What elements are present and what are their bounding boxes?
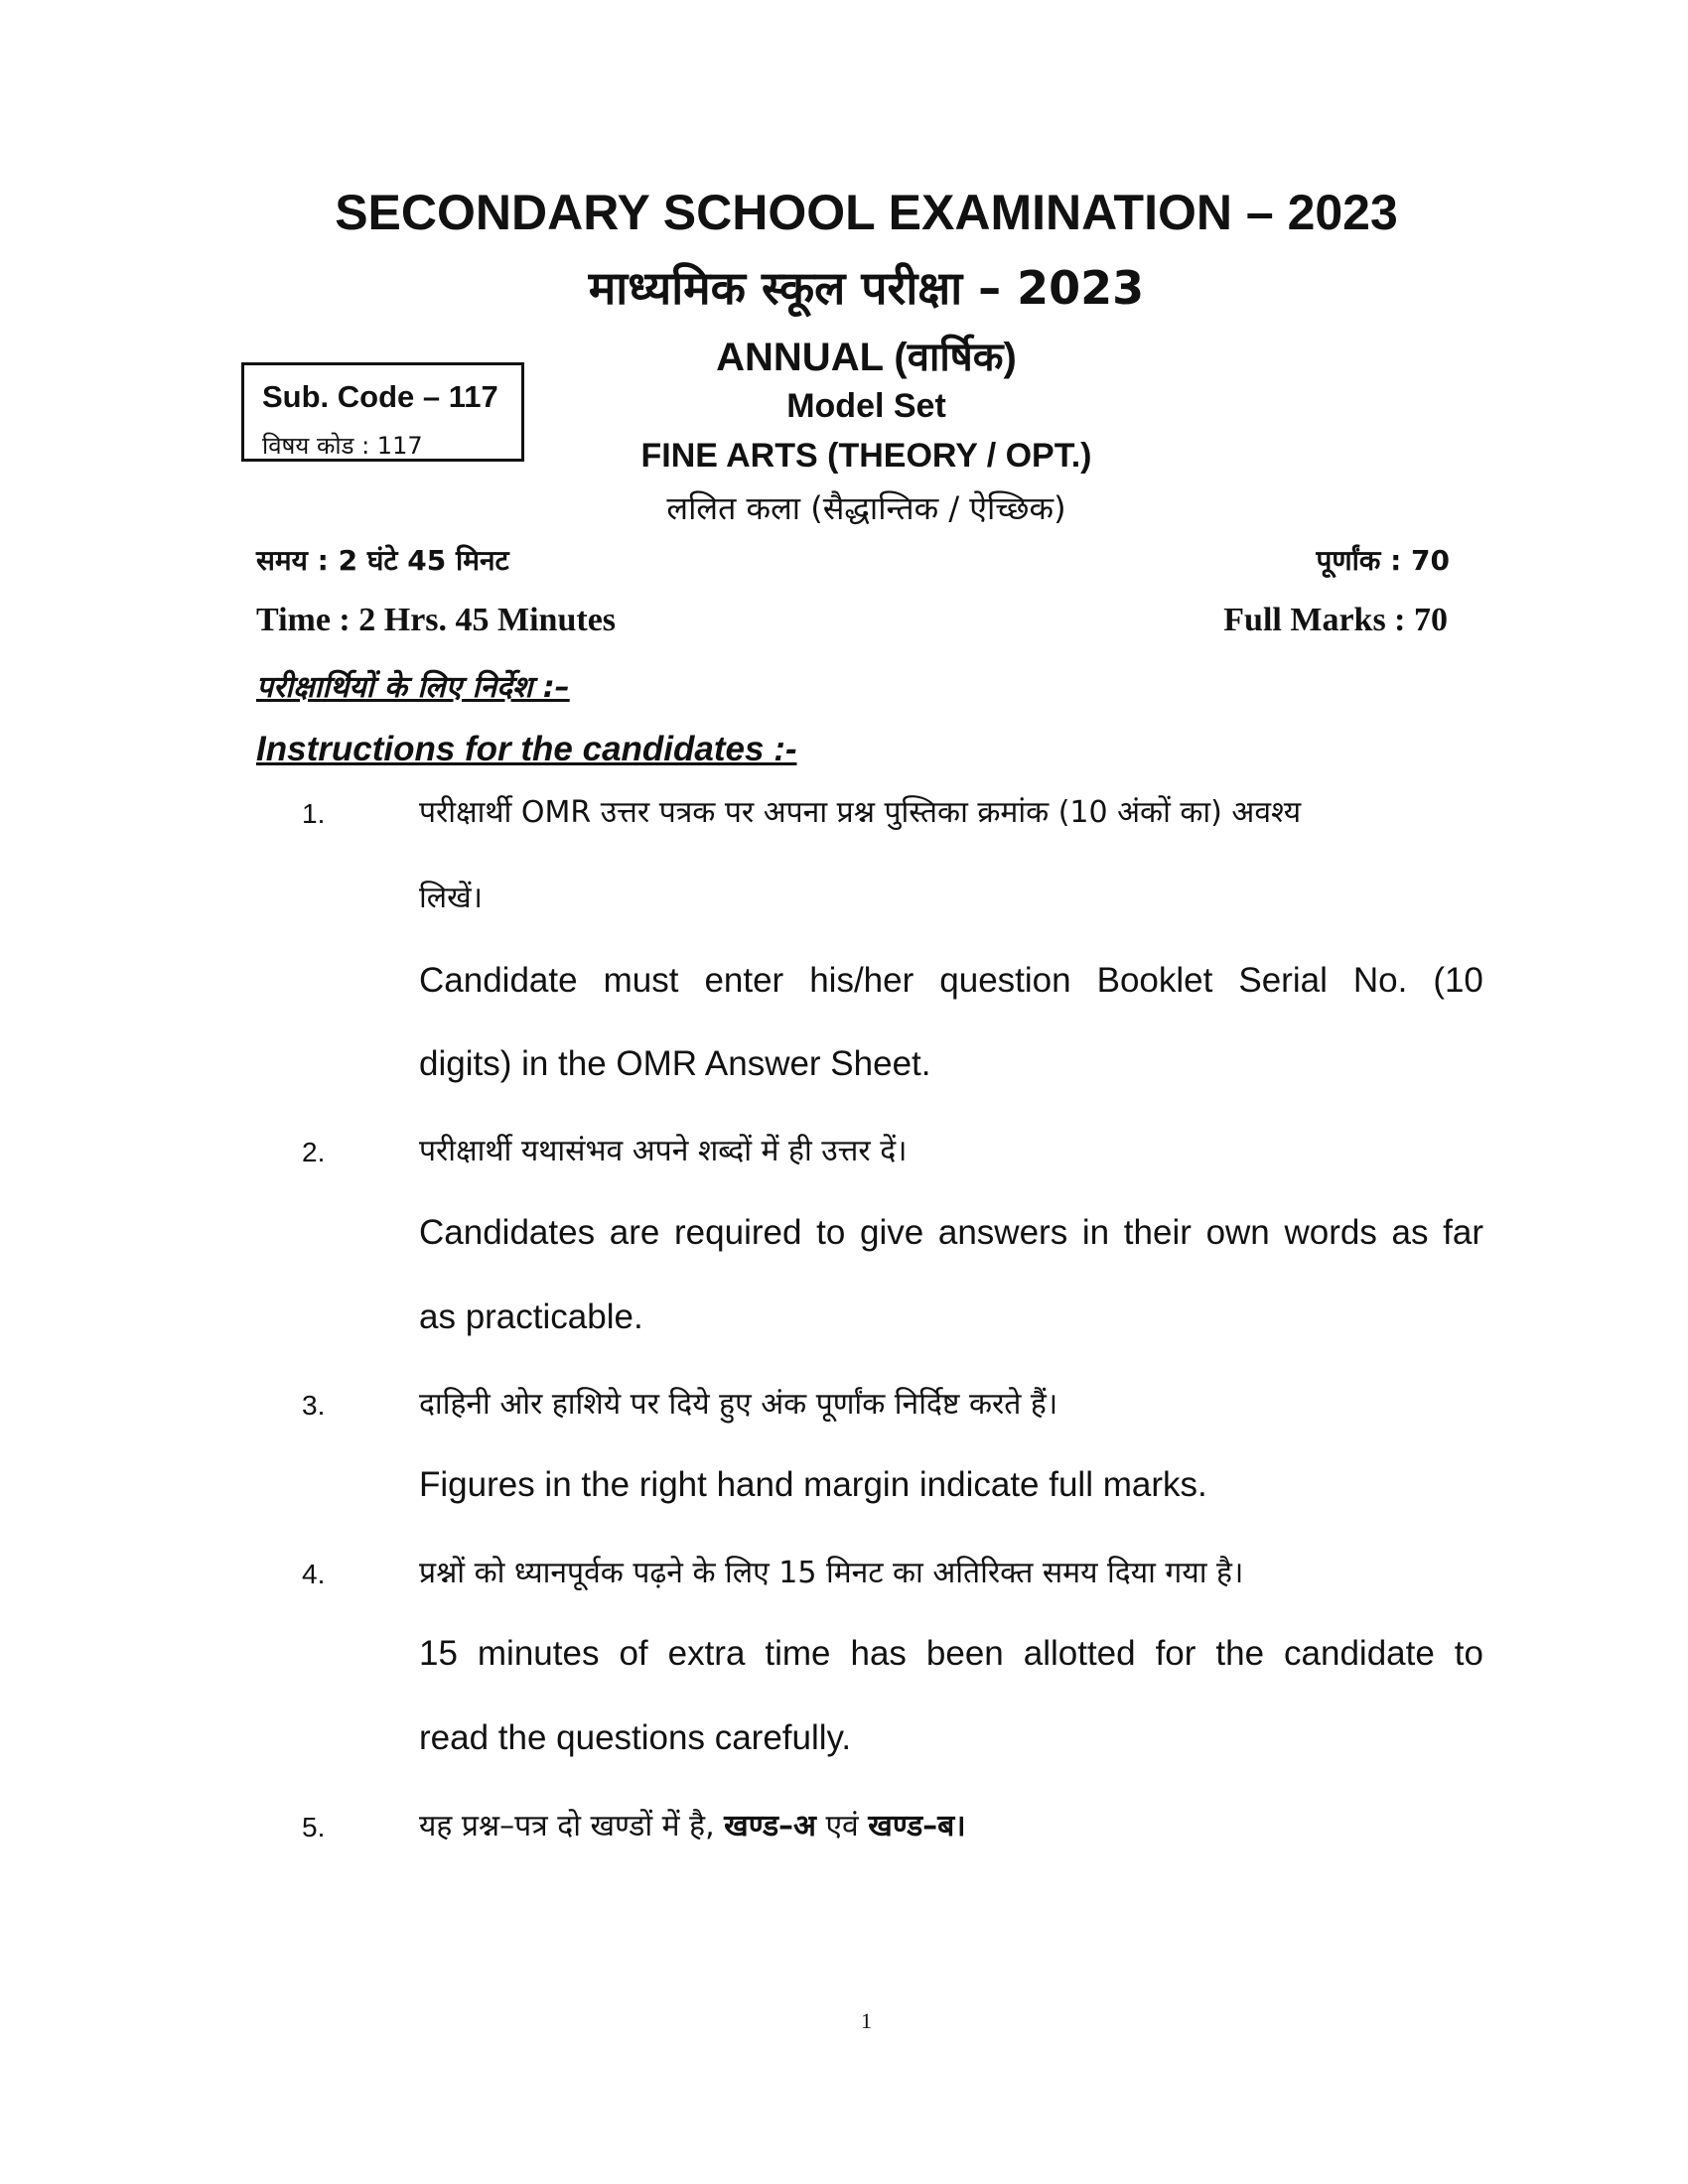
subject-code-hindi: विषय कोड : 117 xyxy=(262,432,423,460)
word: enter xyxy=(704,961,784,1000)
word: Booklet xyxy=(1096,961,1213,1000)
word: of xyxy=(619,1634,648,1673)
word: extra xyxy=(667,1634,746,1673)
instruction-text-english xyxy=(419,961,1483,1001)
word: words xyxy=(1284,1213,1377,1252)
instruction-text-english xyxy=(419,1213,1483,1253)
word: must xyxy=(603,961,679,1000)
word: Serial xyxy=(1238,961,1328,1000)
instruction-text-hindi: परीक्षार्थी यथासंभव अपने शब्दों में ही उत्तर दें। xyxy=(419,1134,908,1168)
instruction-text-conjunction: एवं xyxy=(825,1809,859,1843)
section-a-label: खण्ड–अ xyxy=(724,1809,816,1843)
page-number: 1 xyxy=(861,2008,872,2033)
word: answers xyxy=(937,1213,1068,1252)
time-english: Time : 2 Hrs. 45 Minutes xyxy=(256,602,617,638)
word: been xyxy=(925,1634,1004,1673)
instruction-text-hindi: परीक्षार्थी OMR उत्तर पत्रक पर अपना प्रश्न पुस्तिका क्रमांक (10 अंकों का) अवश्य xyxy=(419,795,1302,830)
word: required xyxy=(674,1213,802,1252)
instruction-number: 3. xyxy=(302,1390,326,1421)
exam-title-hindi: माध्यमिक स्कूल परीक्षा – 2023 xyxy=(588,261,1145,315)
word: Candidates xyxy=(419,1213,596,1252)
subject-code-english: Sub. Code – 117 xyxy=(262,379,498,414)
time-hindi: समय : 2 घंटे 45 मिनट xyxy=(256,544,509,577)
instruction-text-english: read the questions carefully. xyxy=(419,1718,852,1757)
word: minutes xyxy=(477,1634,600,1673)
instruction-text-english: as practicable. xyxy=(419,1297,643,1336)
instruction-text-hindi: लिखें। xyxy=(419,881,484,915)
word: in xyxy=(1081,1213,1110,1252)
section-b-label: खण्ड–ब। xyxy=(868,1809,966,1843)
word: to xyxy=(816,1213,846,1252)
word: his/her xyxy=(809,961,914,1000)
subject-english: FINE ARTS (THEORY / OPT.) xyxy=(640,437,1092,475)
word: are xyxy=(609,1213,660,1252)
word: far xyxy=(1443,1213,1483,1252)
word: as xyxy=(1391,1213,1429,1252)
instruction-text-english: digits) in the OMR Answer Sheet. xyxy=(419,1044,931,1083)
word: question xyxy=(939,961,1071,1000)
instruction-text-english: Figures in the right hand margin indicate full marks. xyxy=(419,1465,1207,1504)
instruction-number: 1. xyxy=(302,798,326,829)
subject-hindi: ललित कला (सैद्धान्तिक / ऐच्छिक) xyxy=(666,489,1066,527)
instruction-text-hindi: दाहिनी ओर हाशिये पर दिये हुए अंक पूर्णांक निर्दिष्ट करते हैं। xyxy=(419,1387,1058,1422)
instruction-number: 2. xyxy=(302,1137,326,1167)
word: 15 xyxy=(419,1634,458,1673)
word: own xyxy=(1205,1213,1270,1252)
word: candidate xyxy=(1284,1634,1435,1673)
word: No. xyxy=(1352,961,1408,1000)
word: (10 xyxy=(1433,961,1483,1000)
full-marks-hindi: पूर्णांक : 70 xyxy=(1316,544,1450,577)
word: their xyxy=(1123,1213,1192,1252)
word: has xyxy=(850,1634,907,1673)
word: to xyxy=(1454,1634,1483,1673)
instructions-heading-hindi: परीक्षार्थियों के लिए निर्देश :– xyxy=(256,670,570,705)
word: for xyxy=(1155,1634,1196,1673)
word: the xyxy=(1215,1634,1265,1673)
word: Candidate xyxy=(419,961,578,1000)
instruction-text-hindi: प्रश्नों को ध्यानपूर्वक पढ़ने के लिए 15 मिनट का अतिरिक्त समय दिया गया है। xyxy=(419,1556,1244,1590)
instruction-text-plain: यह प्रश्न–पत्र दो खण्डों में है, xyxy=(419,1809,715,1843)
instruction-text-hindi xyxy=(419,1804,966,1844)
instruction-number: 5. xyxy=(302,1812,326,1843)
word: allotted xyxy=(1023,1634,1136,1673)
exam-title-english: SECONDARY SCHOOL EXAMINATION – 2023 xyxy=(335,185,1398,240)
full-marks-english: Full Marks : 70 xyxy=(1223,602,1448,638)
word: time xyxy=(765,1634,831,1673)
instruction-number: 4. xyxy=(302,1559,326,1589)
word: give xyxy=(859,1213,924,1252)
instructions-heading-english: Instructions for the candidates :- xyxy=(256,730,797,768)
exam-type: ANNUAL (वार्षिक) xyxy=(716,336,1017,379)
model-set-label: Model Set xyxy=(786,387,946,425)
instruction-text-english xyxy=(419,1634,1483,1674)
